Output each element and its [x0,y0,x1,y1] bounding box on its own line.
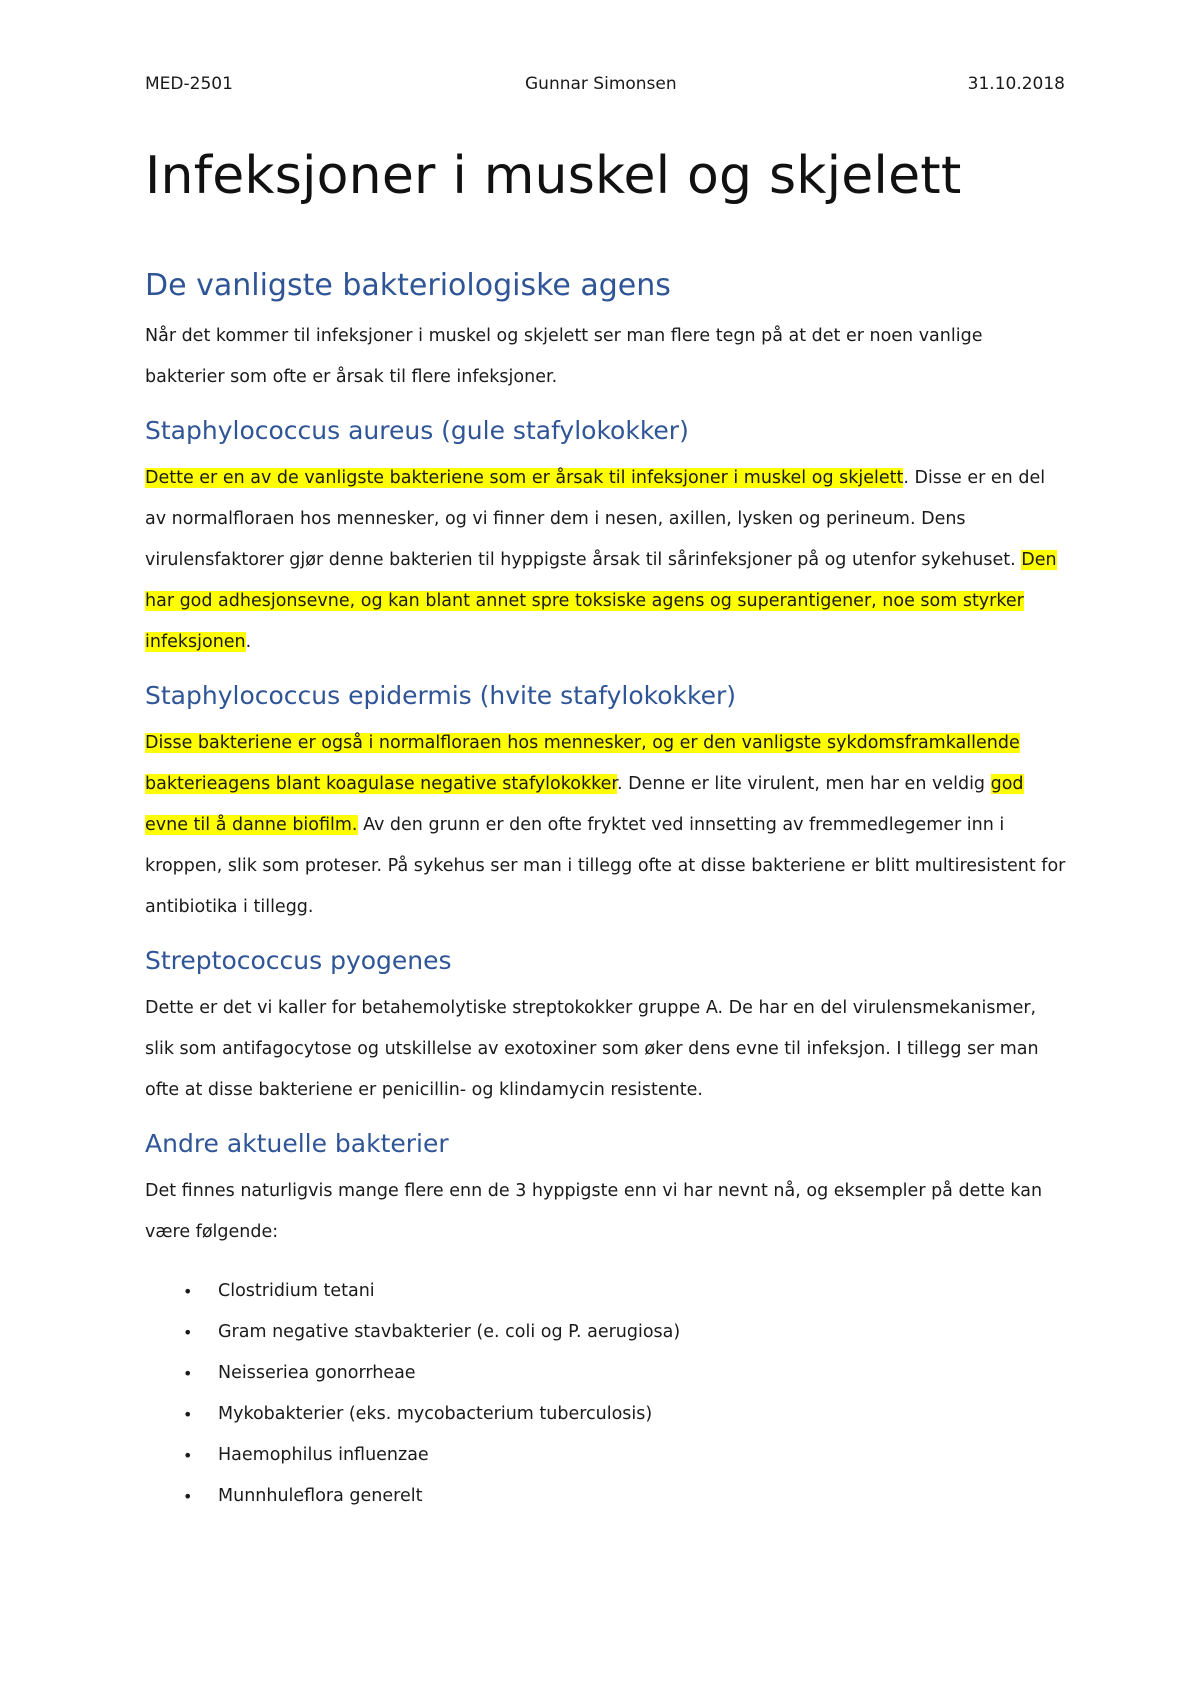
paragraph-staph-epidermis [145,723,1067,928]
section-intro-paragraph: Når det kommer til infeksjoner i muskel og skjelett ser man flere tegn på at det er noen vanlige bakterier som ofte er årsak til flere infeksjoner. [145,326,983,387]
bullet-icon: • [183,1323,193,1342]
list-item [145,1394,1067,1435]
paragraph-staph-aureus [145,458,1067,663]
header-course-code: MED-2501 [145,74,233,94]
list-item [145,1312,1067,1353]
highlight-text: Disse bakteriene er også i normalfloraen hos mennesker, og er den vanligste sykdomsframkallende bakterieagens blant koagulase negative stafylokokker [145,733,1020,794]
page-header [145,74,1065,100]
bullet-icon: • [183,1405,193,1424]
list-item-text: Munnhuleflora generelt [218,1486,423,1506]
section-heading-main: De vanligste bakteriologiske agens [145,268,671,303]
subheading-other-bacteria: Andre aktuelle bakterier [145,1129,449,1158]
list-item [145,1271,1067,1312]
bullet-icon: • [183,1487,193,1506]
bullet-icon: • [183,1364,193,1383]
list-item-text: Gram negative stavbakterier (e. coli og P. aerugiosa) [218,1322,681,1342]
list-item-text: Clostridium tetani [218,1281,375,1301]
paragraph-text: Av den grunn er den ofte fryktet ved innsetting av fremmedlegemer inn i kroppen, slik som proteser. På sykehus ser man i tillegg ofte at disse bakteriene er blitt multiresistent for antibiotika i tillegg. [145,815,1066,917]
header-author: Gunnar Simonsen [525,74,677,94]
list-item [145,1476,1067,1517]
paragraph-strep-pyogenes: Dette er det vi kaller for betahemolytiske streptokokker gruppe A. De har en del virulensmekanismer, slik som antifagocytose og utskillelse av exotoxiner som øker dens evne til infeksjon. I tillegg ser man ofte at disse bakteriene er penicillin- og klindamycin resistente. [145,998,1039,1100]
highlight-text: Den har god adhesjonsevne, og kan blant annet spre toksiske agens og superantigener, noe som styrker infeksjonen [145,550,1057,652]
document-body [145,140,1067,1517]
list-item-text: Mykobakterier (eks. mycobacterium tuberculosis) [218,1404,653,1424]
list-item-text: Neisseriea gonorrheae [218,1363,416,1383]
document-title: Infeksjoner i muskel og skjelett [145,146,962,206]
subheading-strep-pyogenes: Streptococcus pyogenes [145,946,452,975]
bullet-icon: • [183,1282,193,1301]
list-item [145,1435,1067,1476]
highlight-text: god evne til å danne biofilm. [145,774,1024,835]
list-item-text: Haemophilus influenzae [218,1445,429,1465]
highlight-text: Dette er en av de vanligste bakteriene som er årsak til infeksjoner i muskel og skjelett [145,468,904,488]
subheading-staph-epidermis: Staphylococcus epidermis (hvite stafylokokker) [145,681,737,710]
paragraph-text: . [245,632,252,652]
subheading-staph-aureus: Staphylococcus aureus (gule stafylokokker) [145,416,689,445]
paragraph-text: . Disse er en del av normalfloraen hos mennesker, og vi finner dem i nesen, axillen, lysken og perineum. Dens virulensfaktorer gjør denne bakterien til hyppigste årsak til sårinfeksjoner på og utenfor sykehuset. [145,468,1046,570]
header-date: 31.10.2018 [967,74,1065,94]
bacteria-list [145,1271,1067,1517]
paragraph-other-bacteria: Det finnes naturligvis mange flere enn de 3 hyppigste enn vi har nevnt nå, og eksempler på dette kan være følgende: [145,1181,1043,1242]
bullet-icon: • [183,1446,193,1465]
paragraph-text: . Denne er lite virulent, men har en veldig [616,774,991,794]
list-item [145,1353,1067,1394]
